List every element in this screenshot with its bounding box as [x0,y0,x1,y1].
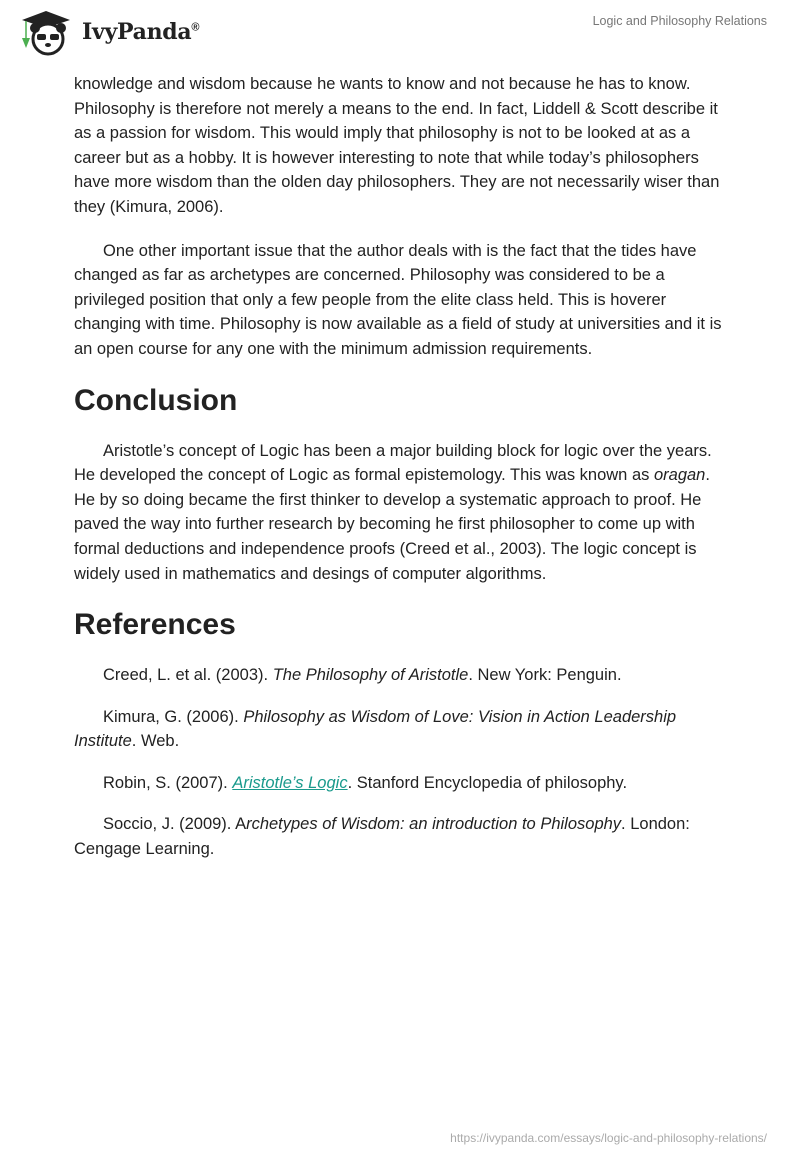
registered-mark: ® [191,21,200,34]
reference-item [74,771,730,796]
reference-item [74,663,730,688]
italic-term: oragan [653,466,706,485]
document-title: Logic and Philosophy Relations [592,14,767,28]
ref-publisher: . London: Cengage Learning. [74,815,690,859]
page-header [0,0,800,60]
ref-author: Robin, S. (2007). [103,773,233,792]
ref-publisher: . Stanford Encyclopedia of philosophy. [347,773,628,792]
ref-publisher: . New York: Penguin. [468,666,622,685]
paragraph: One other important issue that the author deals with is the fact that the tides have changed as far as archetypes are concerned. Philosophy was considered to be a privileged position that only a few people from the elite class held. This is hoverer changing with time. Philosophy is now available as a field of study at universities and it is an open course for any one with the minimum admission requirements. [74,241,722,358]
text: . He by so doing became the first thinker to develop a systematic approach to proof. He paved the way into further research by becoming he first philosopher to come up with formal deductions and independence proofs (Creed et al., 2003). The logic concept is widely used in mathematics and desings of computer algorithms. [74,466,710,583]
ref-title-link[interactable]: Aristotle’s Logic [232,773,348,792]
ref-title: The Philosophy of Aristotle [272,666,469,685]
references-heading: References [74,608,236,642]
ref-author: Creed, L. et al. (2003). [103,666,273,685]
source-url[interactable]: https://ivypanda.com/essays/logic-and-philosophy-relations/ [450,1131,767,1145]
logo-text: IvyPanda [82,19,192,45]
reference-item [74,705,730,754]
ref-title: Philosophy as Wisdom of Love: Vision in Action Leadership Institute [74,707,677,751]
ref-publisher: . Web. [131,732,180,751]
reference-item [74,812,730,861]
ref-author: Kimura, G. (2006). [103,707,244,726]
paragraph: knowledge and wisdom because he wants to know and not because he has to know. Philosophy is therefore not merely a means to the end. In fact, Liddell & Scott describe it as a passion for wisdom. This would imply that philosophy is not to be looked at as a career but as a hobby. It is however interesting to note that while today’s philosophers have more wisdom than the olden day philosophers. They are not necessarily wiser than they (Kimura, 2006). [74,75,720,216]
panda-graduate-icon [18,8,74,56]
text: Aristotle’s concept of Logic has been a major building block for logic over the years. He developed the concept of Logic as formal epistemology. This was known as [74,441,712,485]
paragraph [74,439,730,587]
conclusion-heading: Conclusion [74,383,238,417]
ref-title: rchetypes of Wisdom: an introduction to Philosophy [246,815,622,834]
essay-content [74,72,730,879]
ivypanda-logo[interactable] [18,8,199,56]
ref-author: Soccio, J. (2009). A [103,815,247,834]
